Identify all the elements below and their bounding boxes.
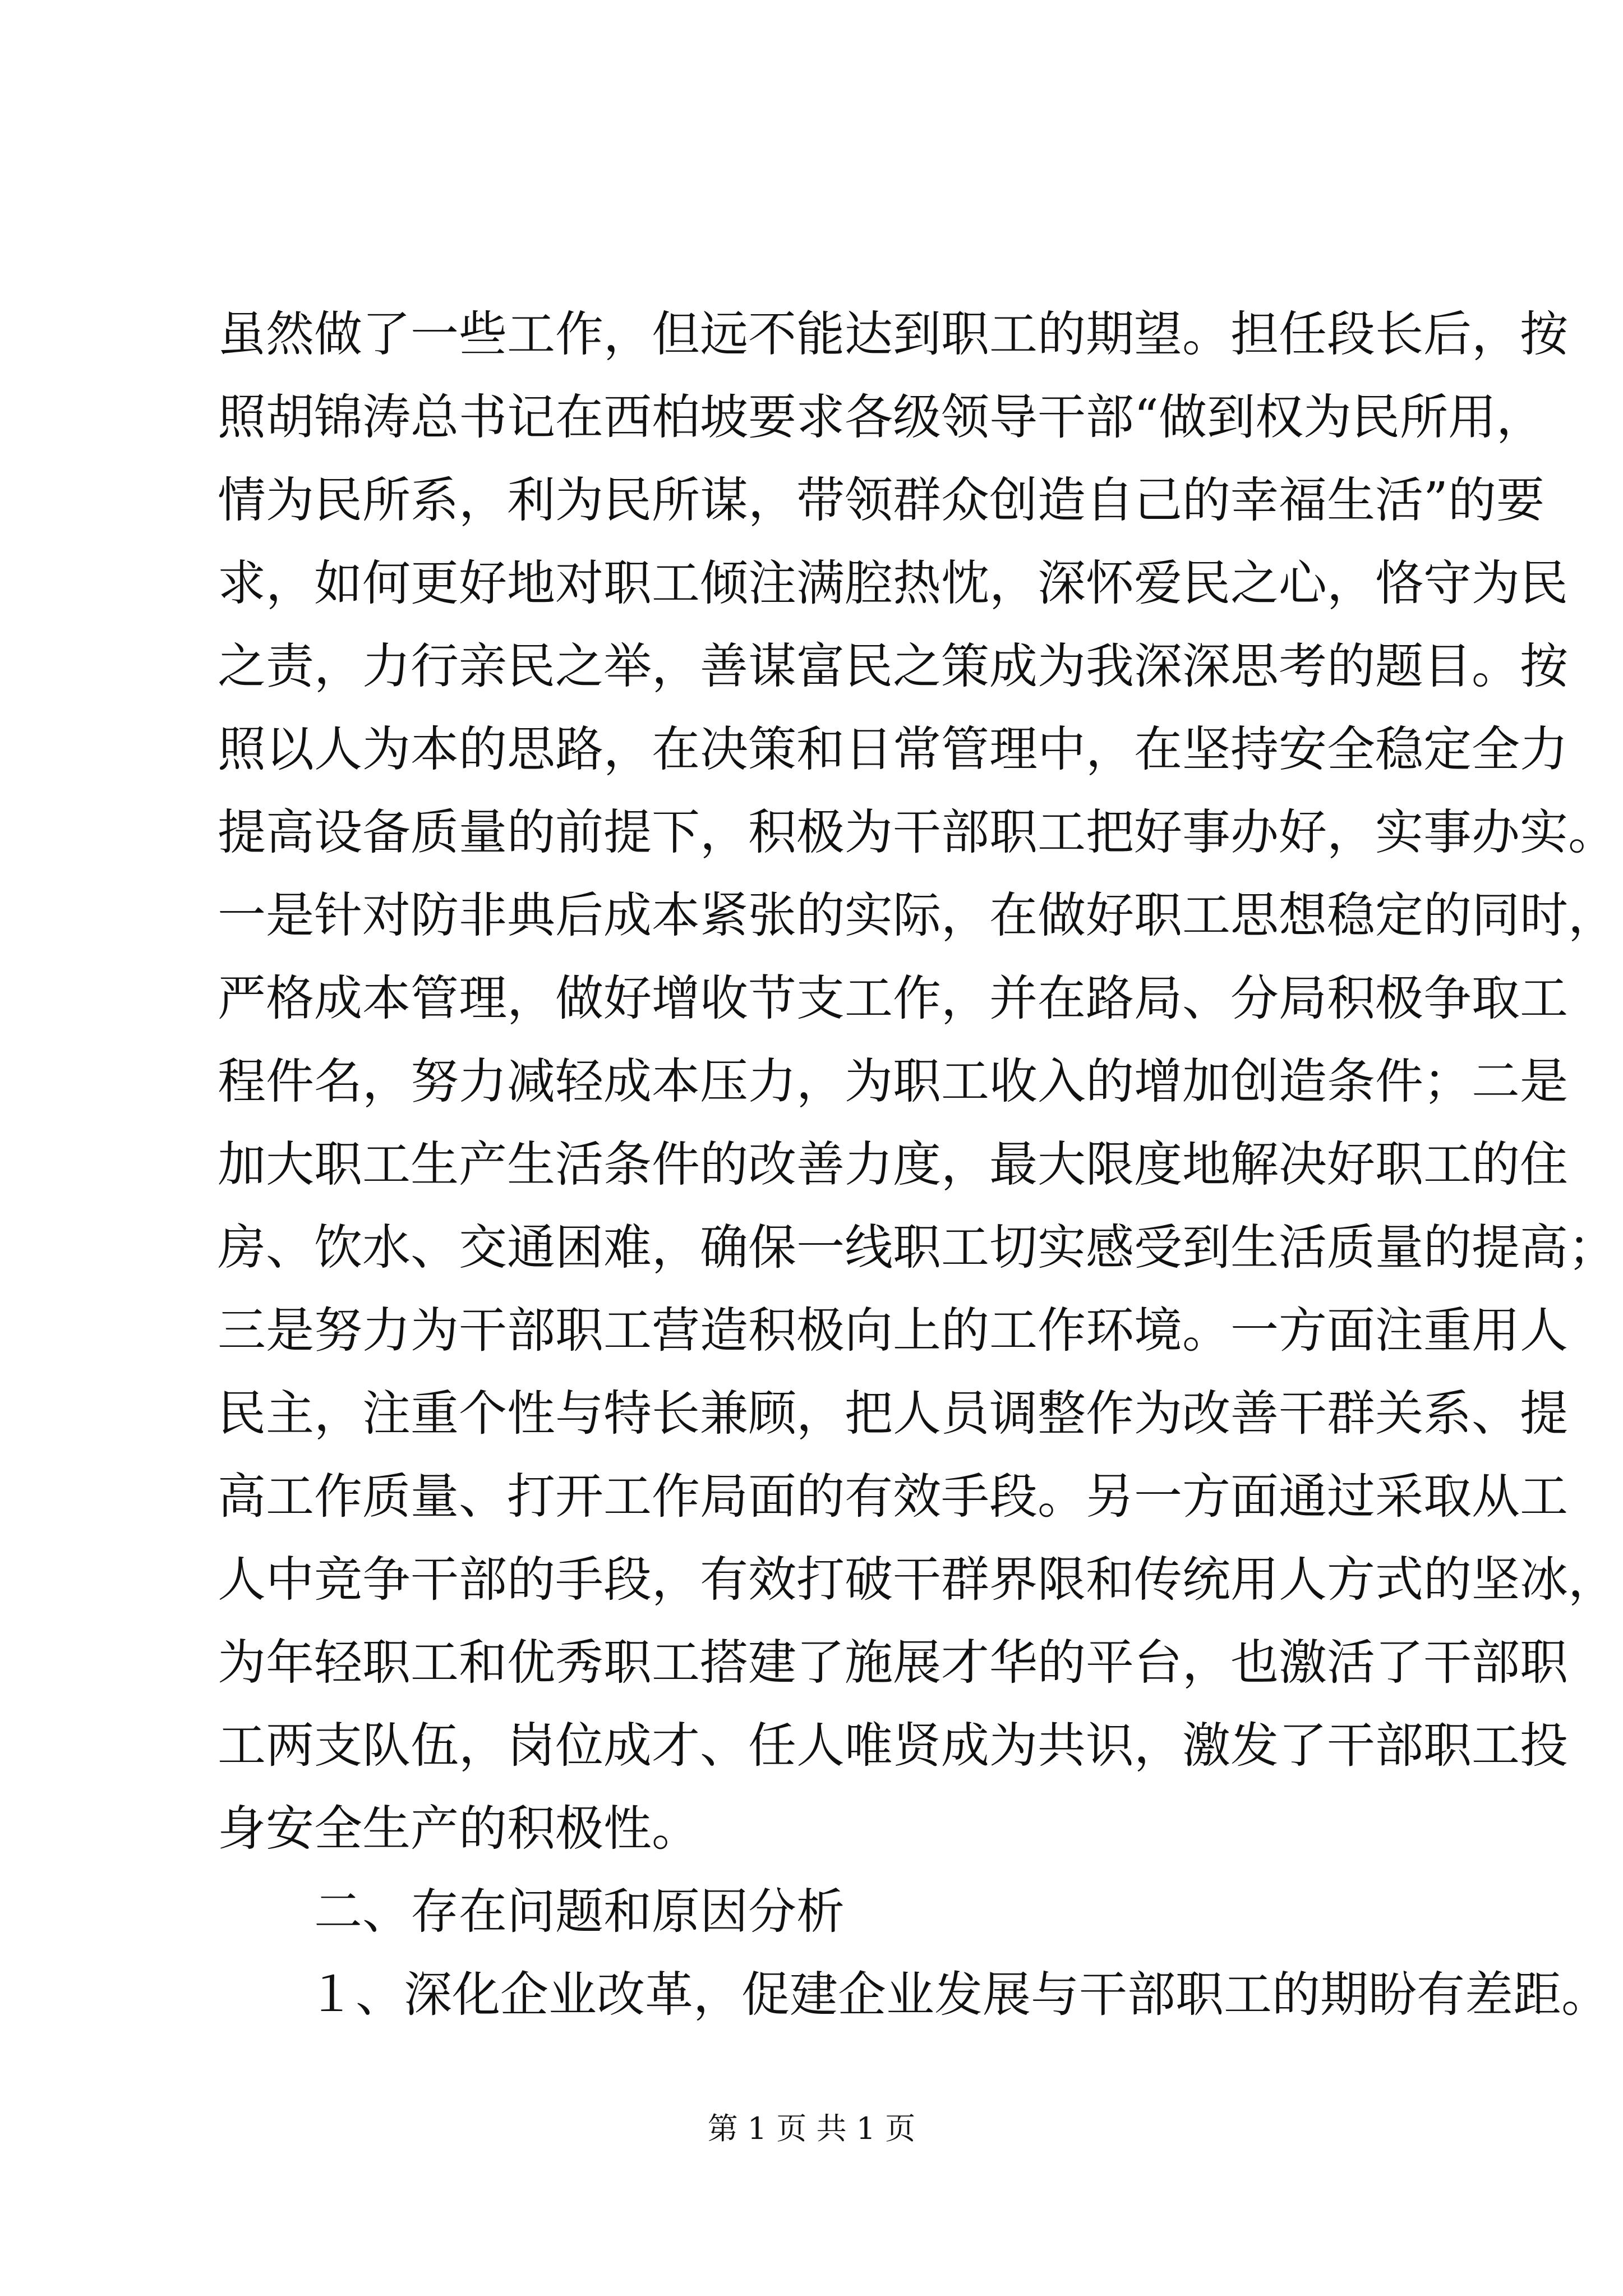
paragraph-line: 工两支队伍，岗位成才、任人唯贤成为共识，激发了干部职工投 [218,1718,1568,1774]
paragraph-line: 照以人为本的思路，在决策和日常管理中，在坚持安全稳定全力 [218,721,1568,777]
numbered-item: １、深化企业改革，促建企业发展与干部职工的期盼有差距。 [307,1967,1610,2023]
paragraph-line: 民主，注重个性与特长兼顾，把人员调整作为改善干群关系、提 [218,1386,1568,1442]
paragraph-line: 之责，力行亲民之举，善谋富民之策成为我深深思考的题目。按 [218,638,1568,694]
paragraph-line: 严格成本管理，做好增收节支工作，并在路局、分局积极争取工 [218,970,1568,1027]
paragraph-line: 三是努力为干部职工营造积极向上的工作环境。一方面注重用人 [218,1303,1568,1359]
paragraph-line: 虽然做了一些工作，但远不能达到职工的期望。担任段长后，按 [218,306,1568,362]
paragraph-line: 加大职工生产生活条件的改善力度，最大限度地解决好职工的住 [218,1137,1568,1193]
page-footer: 第 1 页 共 1 页 [707,2111,916,2146]
paragraph-line: 高工作质量、打开工作局面的有效手段。另一方面通过采取从工 [218,1469,1568,1525]
paragraph-line: 房、饮水、交通困难，确保一线职工切实感受到生活质量的提高； [218,1220,1616,1276]
paragraph-line: 程件名，努力减轻成本压力，为职工收入的增加创造条件；二是 [218,1053,1568,1110]
paragraph-line: 人中竞争干部的手段，有效打破干群界限和传统用人方式的坚冰， [218,1552,1616,1608]
paragraph-line: 情为民所系，利为民所谋，带领群众创造自己的幸福生活”的要 [218,472,1544,528]
paragraph-line: 提高设备质量的前提下，积极为干部职工把好事办好，实事办实。 [218,804,1616,861]
paragraph-line: 求，如何更好地对职工倾注满腔热忱，深怀爱民之心，恪守为民 [218,555,1568,611]
section-heading: 二、存在问题和原因分析 [314,1884,845,1940]
document-body [218,293,1616,2036]
paragraph-line: 为年轻职工和优秀职工搭建了施展才华的平台，也激活了干部职 [218,1635,1568,1691]
paragraph-line: 一是针对防非典后成本紧张的实际，在做好职工思想稳定的同时， [218,887,1616,944]
paragraph-line: 照胡锦涛总书记在西柏坡要求各级领导干部“做到权为民所用， [218,389,1544,445]
paragraph-line: 身安全生产的积极性。 [218,1801,700,1857]
